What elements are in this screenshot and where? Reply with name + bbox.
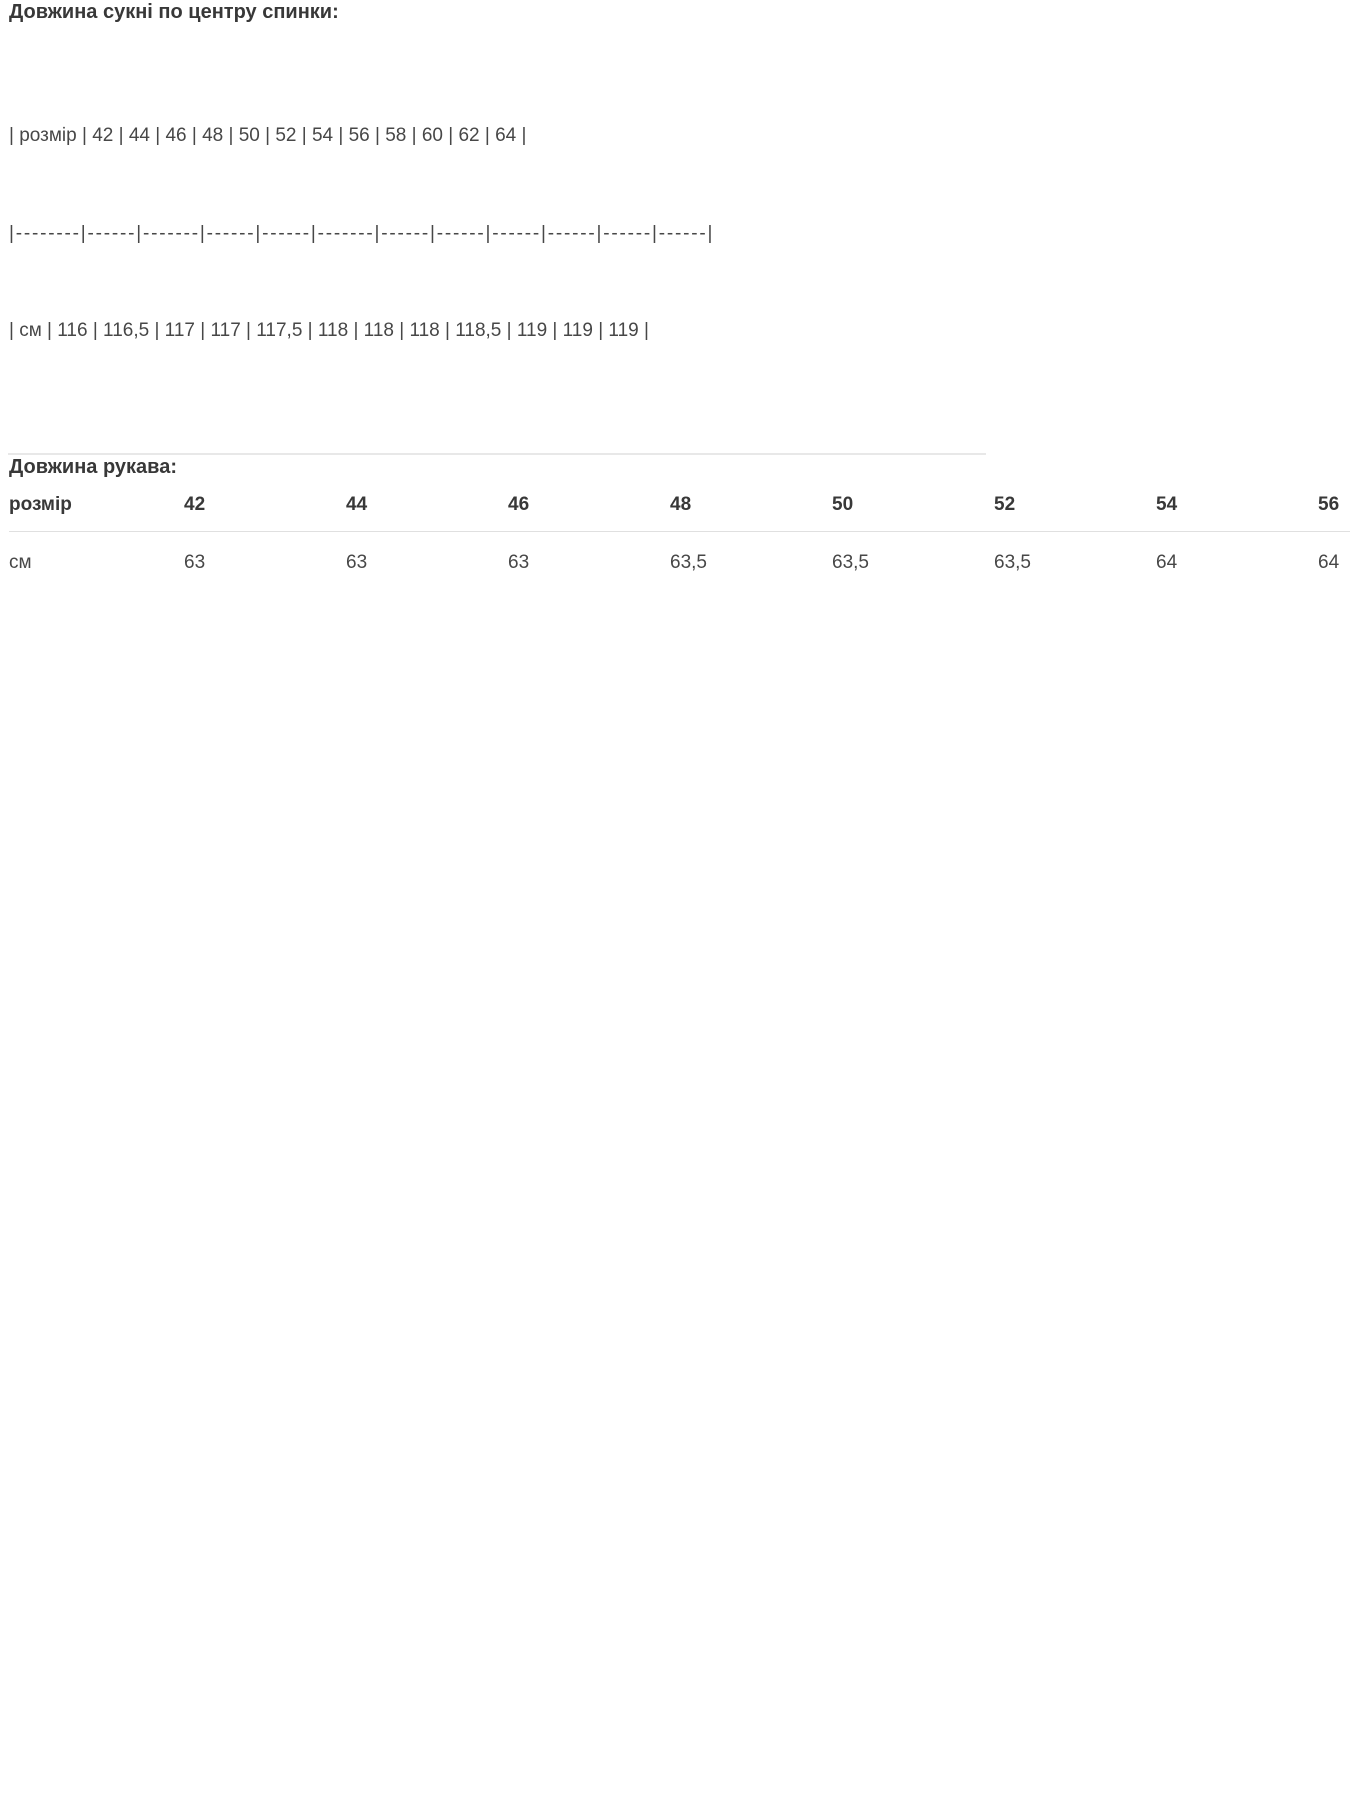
size-value-cell: см bbox=[9, 551, 32, 573]
sleeve-table-header-row bbox=[9, 488, 1350, 532]
size-column-header: розмір bbox=[9, 488, 184, 532]
size-value-cell: 63,5 bbox=[670, 551, 707, 573]
size-column-header: 56 bbox=[1318, 488, 1350, 532]
size-column-header: 48 bbox=[670, 488, 832, 532]
dress-length-heading: Довжина сукні по центру спинки: bbox=[9, 1, 339, 23]
size-value-cell: 63,5 bbox=[994, 551, 1031, 573]
size-column-header: 54 bbox=[1156, 488, 1318, 532]
size-value-cell: 63 bbox=[508, 551, 530, 573]
dress-length-ascii-table bbox=[9, 55, 1350, 413]
ascii-values-line: | см | 116 | 116,5 | 117 | 117 | 117,5 | 118 | 118 | 118 | 118,5 | 119 | 119 | 119 | bbox=[9, 320, 649, 341]
size-column-header: 42 bbox=[184, 488, 346, 532]
ascii-separator-line: |--------|------|-------|------|------|-------|------|------|------|------|------|------| bbox=[9, 222, 715, 244]
size-value-cell: 63 bbox=[346, 551, 368, 573]
size-value-cell: 63 bbox=[184, 551, 206, 573]
size-value-cell: 64 bbox=[1156, 551, 1178, 573]
size-value-cell: 63,5 bbox=[832, 551, 869, 573]
size-column-header: 44 bbox=[346, 488, 508, 532]
sleeve-table-values-row bbox=[9, 531, 1350, 587]
ascii-sizes-line: | розмір | 42 | 44 | 46 | 48 | 50 | 52 | 54 | 56 | 58 | 60 | 62 | 64 | bbox=[9, 125, 527, 146]
size-value-cell: 64 bbox=[1318, 551, 1340, 573]
size-column-header: 46 bbox=[508, 488, 670, 532]
size-column-header: 50 bbox=[832, 488, 994, 532]
sleeve-length-heading: Довжина рукава: bbox=[9, 455, 177, 478]
sleeve-length-table bbox=[9, 488, 1350, 587]
size-column-header: 52 bbox=[994, 488, 1156, 532]
size-info-content bbox=[0, 0, 1350, 587]
